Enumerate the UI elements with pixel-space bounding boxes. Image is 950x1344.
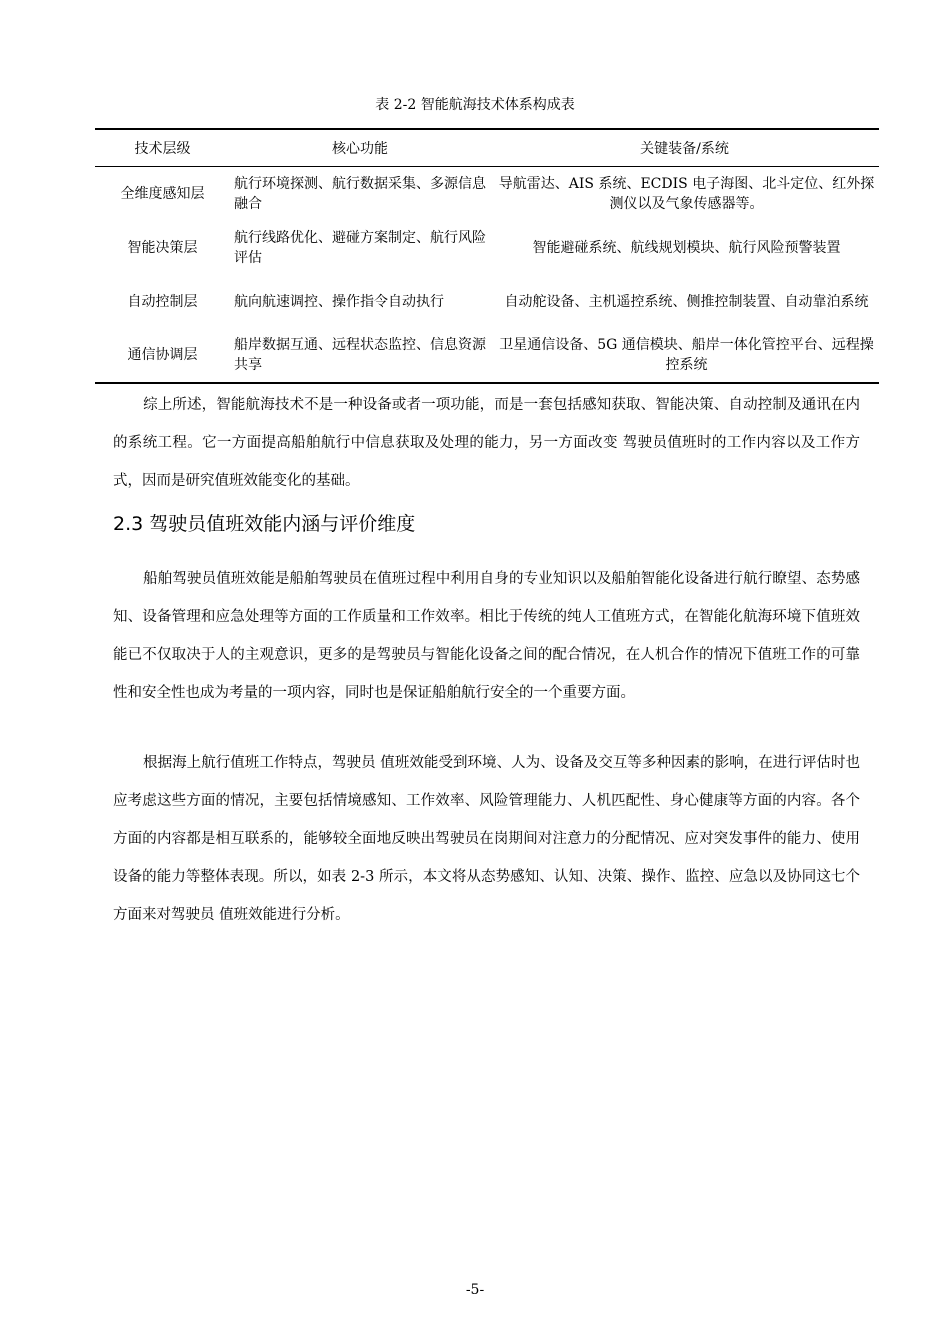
cell-function: 航行线路优化、避碰方案制定、航行风险评估 [234,229,486,266]
cell-equipment: 卫星通信设备、5G 通信模块、船岸一体化管控平台、远程操控系统 [499,337,874,373]
page-number: -5- [465,1282,485,1298]
cell-level: 自动控制层 [127,293,198,310]
cell-level: 全维度感知层 [120,185,205,202]
header-tech-level: 技术层级 [134,141,191,157]
section-heading: 2.3 驾驶员值班效能内涵与评价维度 [113,513,416,535]
cell-equipment: 自动舵设备、主机遥控系统、侧推控制装置、自动靠泊系统 [504,293,869,310]
header-core-function: 核心功能 [332,141,388,157]
table-row [95,329,879,383]
paragraph-definition [113,560,860,712]
paragraph-evaluation-text: 根据海上航行值班工作特点，驾驶员 值班效能受到环境、人为、设备及交互等多种因素的影响，在进行评估时也应考虑这些方面的情况，主要包括情境感知、工作效率、风险管理能力、人机匹配性、身心健康等方面的内容。各个方面的内容都是相互联系的，能够较全面地反映出驾驶员在岗期间对注意力的分配情况、应对突发事件的能力、使用设备的能力等整体表现。所以，如表 2-3 所示，本文将从态势感知、认知、决策、操作、监控、应急以及协同这七个方面来对驾驶员 值班效能进行分析。 [113,755,860,923]
table-caption: 表 2-2 智能航海技术体系构成表 [375,97,575,113]
paragraph-summary-text: 综上所述，智能航海技术不是一种设备或者一项功能，而是一套包括感知获取、智能决策、自动控制及通讯在内的系统工程。它一方面提高船舶航行中信息获取及处理的能力，另一方面改变 驾驶员值班时的工作内容以及工作方式，因而是研究值班效能变化的基础。 [113,397,860,489]
tech-system-table [95,128,879,384]
cell-level: 智能决策层 [127,239,198,256]
table-header-row [95,129,879,167]
cell-equipment: 导航雷达、AIS 系统、ECDIS 电子海图、北斗定位、红外探测仪以及气象传感器等。 [498,175,875,212]
cell-function: 船岸数据互通、远程状态监控、信息资源共享 [234,337,486,373]
table-row [95,221,879,275]
cell-level: 通信协调层 [127,347,198,363]
paragraph-evaluation [113,744,860,934]
paragraph-summary [113,386,860,500]
header-key-equipment: 关键装备/系统 [640,141,729,157]
cell-equipment: 智能避碰系统、航线规划模块、航行风险预警装置 [532,239,841,256]
cell-function: 航向航速调控、操作指令自动执行 [234,293,444,310]
cell-function: 航行环境探测、航行数据采集、多源信息融合 [234,175,486,212]
table-row [95,275,879,329]
table-row [95,167,879,221]
paragraph-definition-text: 船舶驾驶员值班效能是船舶驾驶员在值班过程中利用自身的专业知识以及船舶智能化设备进行航行瞭望、态势感知、设备管理和应急处理等方面的工作质量和工作效率。相比于传统的纯人工值班方式，在智能化航海环境下值班效能已不仅取决于人的主观意识，更多的是驾驶员与智能化设备之间的配合情况，在人机合作的情况下值班工作的可靠性和安全性也成为考量的一项内容，同时也是保证船舶航行安全的一个重要方面。 [113,571,860,701]
